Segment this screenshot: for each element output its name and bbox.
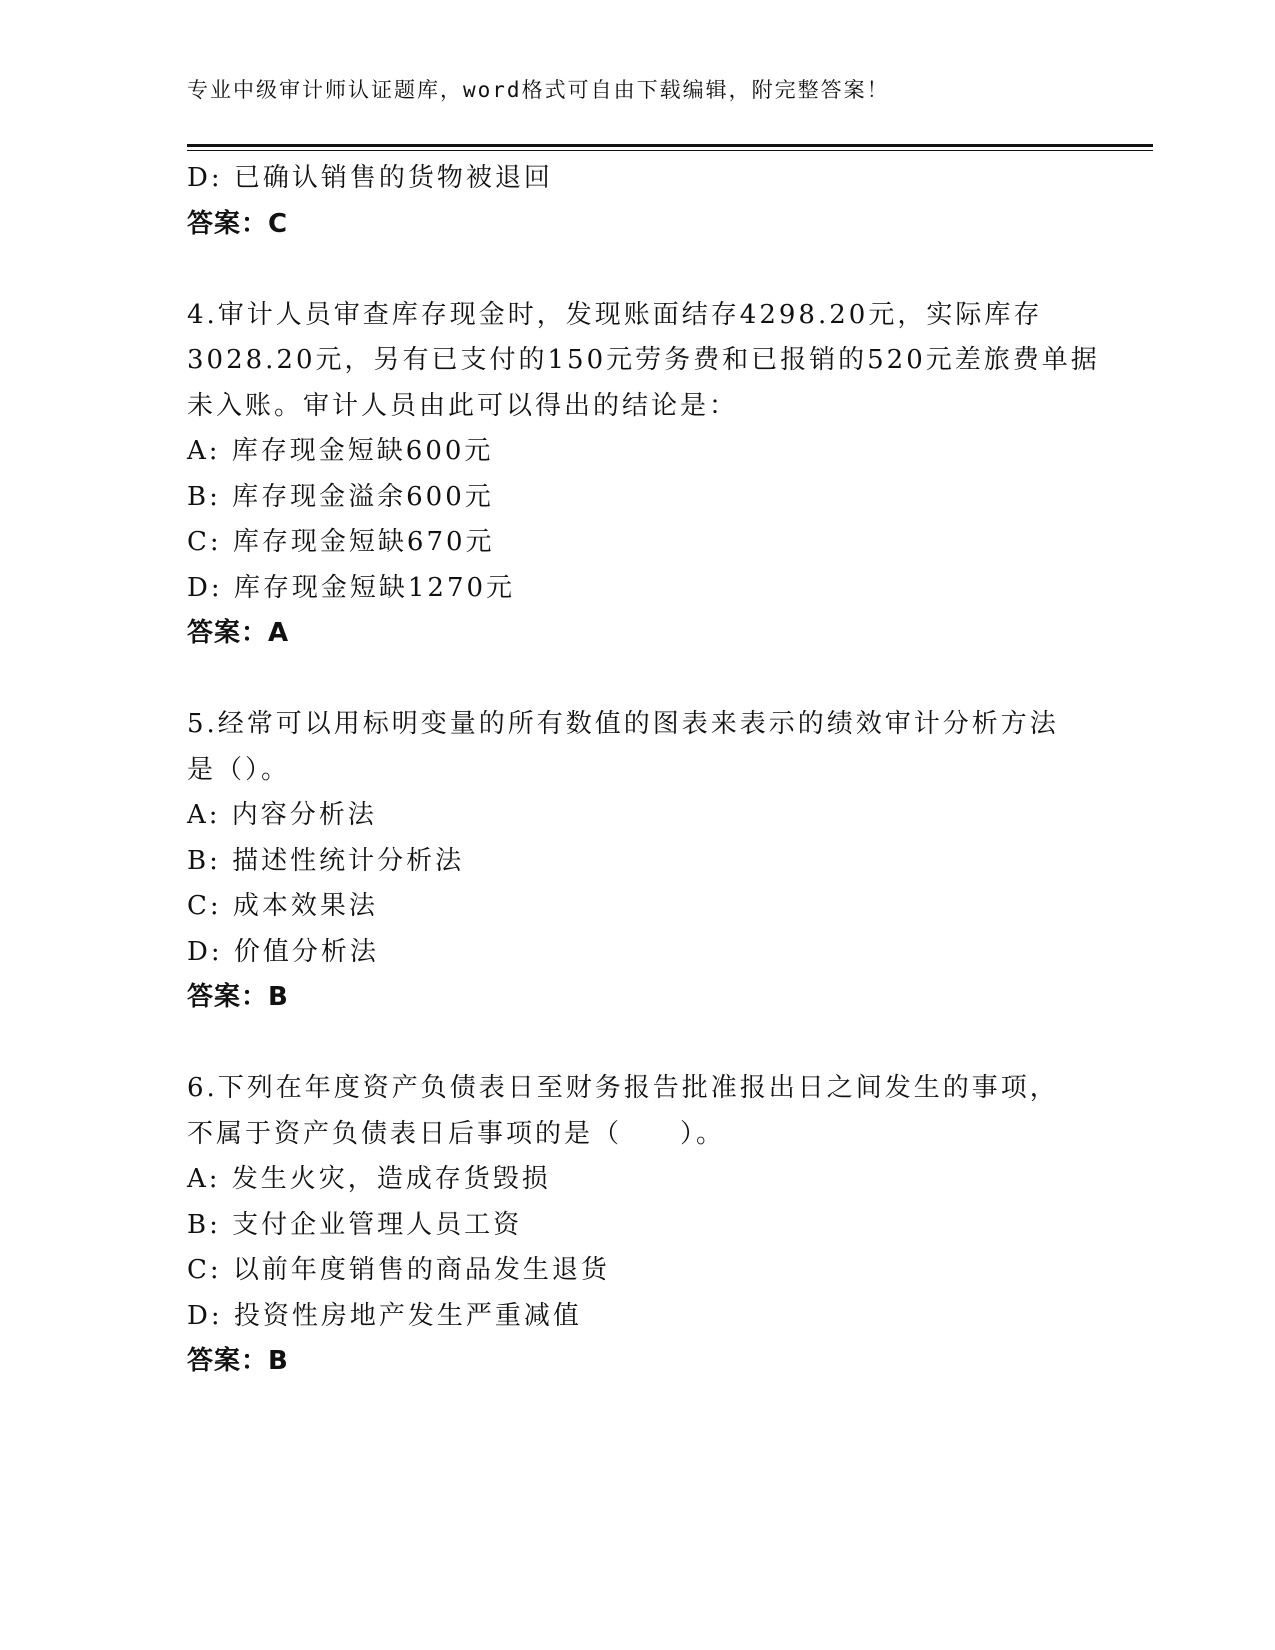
- question-stem-line: 是（）。: [187, 754, 291, 785]
- spacer: [187, 247, 1087, 293]
- question-stem-line: 4.审计人员审查库存现金时，发现账面结存4298.20元，实际库存: [187, 299, 1043, 330]
- question-content: [187, 156, 1100, 1385]
- option-c: C: 成本效果法: [187, 891, 378, 921]
- header-rule-thick: [187, 144, 1153, 147]
- option-b: B: 支付企业管理人员工资: [187, 1209, 523, 1240]
- option-a: A: 库存现金短缺600元: [187, 436, 494, 466]
- option-a: A: 发生火灾，造成存货毁损: [187, 1164, 551, 1194]
- question-stem-line: 未入账。审计人员由此可以得出的结论是：: [187, 390, 739, 421]
- question-stem-line: 5.经常可以用标明变量的所有数值的图表来表示的绩效审计分析方法: [187, 709, 1059, 739]
- answer-line: 答案：B: [187, 1346, 289, 1376]
- answer-line: 答案：B: [187, 982, 289, 1012]
- option-a: A: 内容分析法: [187, 800, 377, 830]
- question-stem-line: 6.下列在年度资产负债表日至财务报告批准报出日之间发生的事项，: [187, 1073, 1059, 1103]
- option-b: B: 描述性统计分析法: [187, 845, 465, 876]
- question-stem-line: 3028.20元，另有已支付的150元劳务费和已报销的520元差旅费单据: [187, 345, 1100, 375]
- spacer: [187, 657, 1087, 703]
- question-stem-line: 不属于资产负债表日后事项的是（ ）。: [187, 1118, 726, 1149]
- option-b: B: 库存现金溢余600元: [187, 481, 494, 512]
- option-c: C: 以前年度销售的商品发生退货: [187, 1255, 610, 1285]
- option-d: D: 价值分析法: [187, 936, 379, 967]
- question-6: [187, 1066, 1087, 1385]
- page-header: 专业中级审计师认证题库，word格式可自由下载编辑，附完整答案！: [187, 78, 890, 102]
- option-c: C: 库存现金短缺670元: [187, 527, 495, 557]
- option-d: D: 库存现金短缺1270元: [187, 572, 516, 603]
- header-rule-thin: [187, 150, 1153, 151]
- spacer: [187, 1021, 1087, 1067]
- question-4: [187, 293, 1100, 657]
- question-5: [187, 702, 1087, 1021]
- answer-line: 答案：A: [187, 618, 290, 648]
- answer-line: 答案：C: [187, 208, 289, 239]
- option-d: D: 已确认销售的货物被退回: [187, 163, 553, 193]
- option-d: D: 投资性房地产发生严重减值: [187, 1300, 582, 1331]
